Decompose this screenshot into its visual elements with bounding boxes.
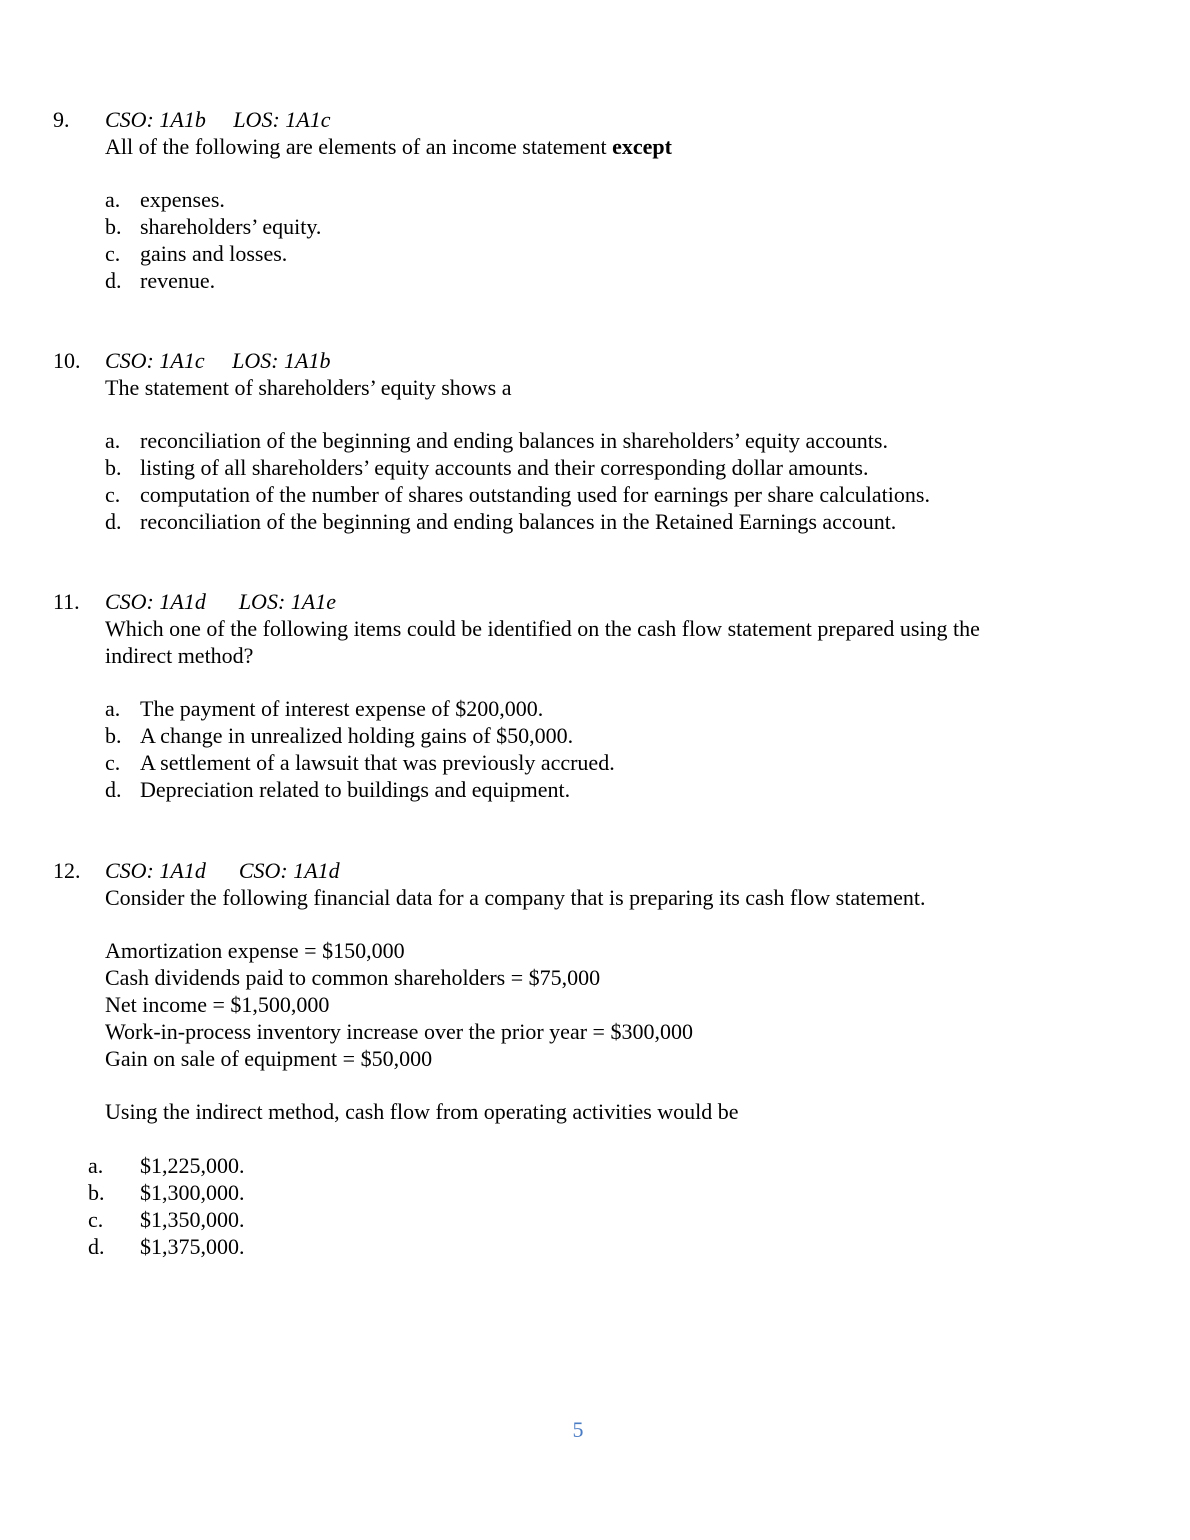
answer-option: [105, 481, 1065, 508]
question-codes: CSO: 1A1d LOS: 1A1e: [105, 589, 336, 614]
answer-options: [105, 186, 1065, 294]
data-line: Work-in-process inventory increase over the prior year = $300,000: [105, 1019, 693, 1044]
option-text: computation of the number of shares outstanding used for earnings per share calculations.: [140, 482, 930, 507]
financial-data: [105, 937, 1065, 1072]
option-text: $1,225,000.: [140, 1153, 245, 1178]
option-letter: d.: [105, 509, 122, 534]
page-number: 5: [572, 1417, 584, 1442]
data-line: Amortization expense = $150,000: [105, 938, 405, 963]
data-line: Net income = $1,500,000: [105, 992, 330, 1017]
question-prompt: Using the indirect method, cash flow from operating activities would be: [105, 1099, 739, 1124]
answer-option: [105, 749, 1045, 776]
answer-option: [105, 722, 1045, 749]
option-text: reconciliation of the beginning and ending balances in shareholders’ equity accounts.: [140, 428, 888, 453]
question-number: 9.: [53, 107, 70, 132]
option-text: reconciliation of the beginning and ending balances in the Retained Earnings account.: [140, 509, 897, 534]
data-line: Cash dividends paid to common shareholders = $75,000: [105, 965, 601, 990]
option-text: $1,350,000.: [140, 1207, 245, 1232]
option-letter: d.: [105, 268, 122, 293]
answer-options: [105, 427, 1065, 535]
question-codes: CSO: 1A1b LOS: 1A1c: [105, 107, 331, 132]
option-text: $1,300,000.: [140, 1180, 245, 1205]
answer-options: [0, 1152, 400, 1260]
question-number: 10.: [53, 348, 81, 373]
question-stem: [105, 133, 1065, 160]
option-text: The payment of interest expense of $200,000.: [140, 696, 544, 721]
option-text: A change in unrealized holding gains of $50,000.: [140, 723, 574, 748]
option-letter: a.: [105, 428, 121, 453]
option-letter: b.: [105, 723, 122, 748]
option-text: Depreciation related to buildings and equipment.: [140, 777, 571, 802]
question-number: 12.: [53, 858, 81, 883]
option-text: listing of all shareholders’ equity accounts and their corresponding dollar amounts.: [140, 455, 869, 480]
answer-option: [0, 1233, 400, 1260]
question-number: 11.: [53, 589, 80, 614]
question-body: [105, 347, 1065, 535]
option-letter: d.: [88, 1234, 105, 1259]
question-stem: Which one of the following items could be identified on the cash flow statement prepared using the indirect method?: [105, 616, 980, 668]
option-text: expenses.: [140, 187, 225, 212]
question-body: [105, 106, 1065, 294]
answer-option: [105, 186, 1065, 213]
question-stem: Consider the following financial data for a company that is preparing its cash flow statement.: [105, 885, 926, 910]
answer-option: [0, 1179, 400, 1206]
answer-option: [105, 695, 1045, 722]
answer-option: [105, 508, 1065, 535]
question-codes: CSO: 1A1d CSO: 1A1d: [105, 858, 340, 883]
option-text: gains and losses.: [140, 241, 288, 266]
question-stem-text: All of the following are elements of an income statement: [105, 134, 613, 159]
answer-option: [105, 213, 1065, 240]
option-text: revenue.: [140, 268, 216, 293]
answer-option: [105, 454, 1065, 481]
option-text: A settlement of a lawsuit that was previously accrued.: [140, 750, 615, 775]
option-letter: a.: [105, 696, 121, 721]
answer-option: [0, 1152, 400, 1179]
option-letter: c.: [88, 1207, 104, 1232]
option-letter: a.: [105, 187, 121, 212]
answer-option: [105, 267, 1065, 294]
question-stem-emphasis: except: [612, 134, 672, 159]
option-letter: d.: [105, 777, 122, 802]
question-codes: CSO: 1A1c LOS: 1A1b: [105, 348, 331, 373]
option-letter: c.: [105, 750, 121, 775]
option-letter: b.: [88, 1180, 105, 1205]
answer-option: [0, 1206, 400, 1233]
option-letter: c.: [105, 482, 121, 507]
answer-options: [105, 695, 1045, 803]
option-text: shareholders’ equity.: [140, 214, 322, 239]
answer-option: [105, 240, 1065, 267]
question-body: [105, 857, 1065, 1125]
option-letter: c.: [105, 241, 121, 266]
question-stem: The statement of shareholders’ equity shows a: [105, 375, 512, 400]
option-letter: a.: [88, 1153, 104, 1178]
option-letter: b.: [105, 214, 122, 239]
option-letter: b.: [105, 455, 122, 480]
data-line: Gain on sale of equipment = $50,000: [105, 1046, 433, 1071]
answer-option: [105, 427, 1065, 454]
option-text: $1,375,000.: [140, 1234, 245, 1259]
question-body: [105, 588, 1045, 803]
answer-option: [105, 776, 1045, 803]
